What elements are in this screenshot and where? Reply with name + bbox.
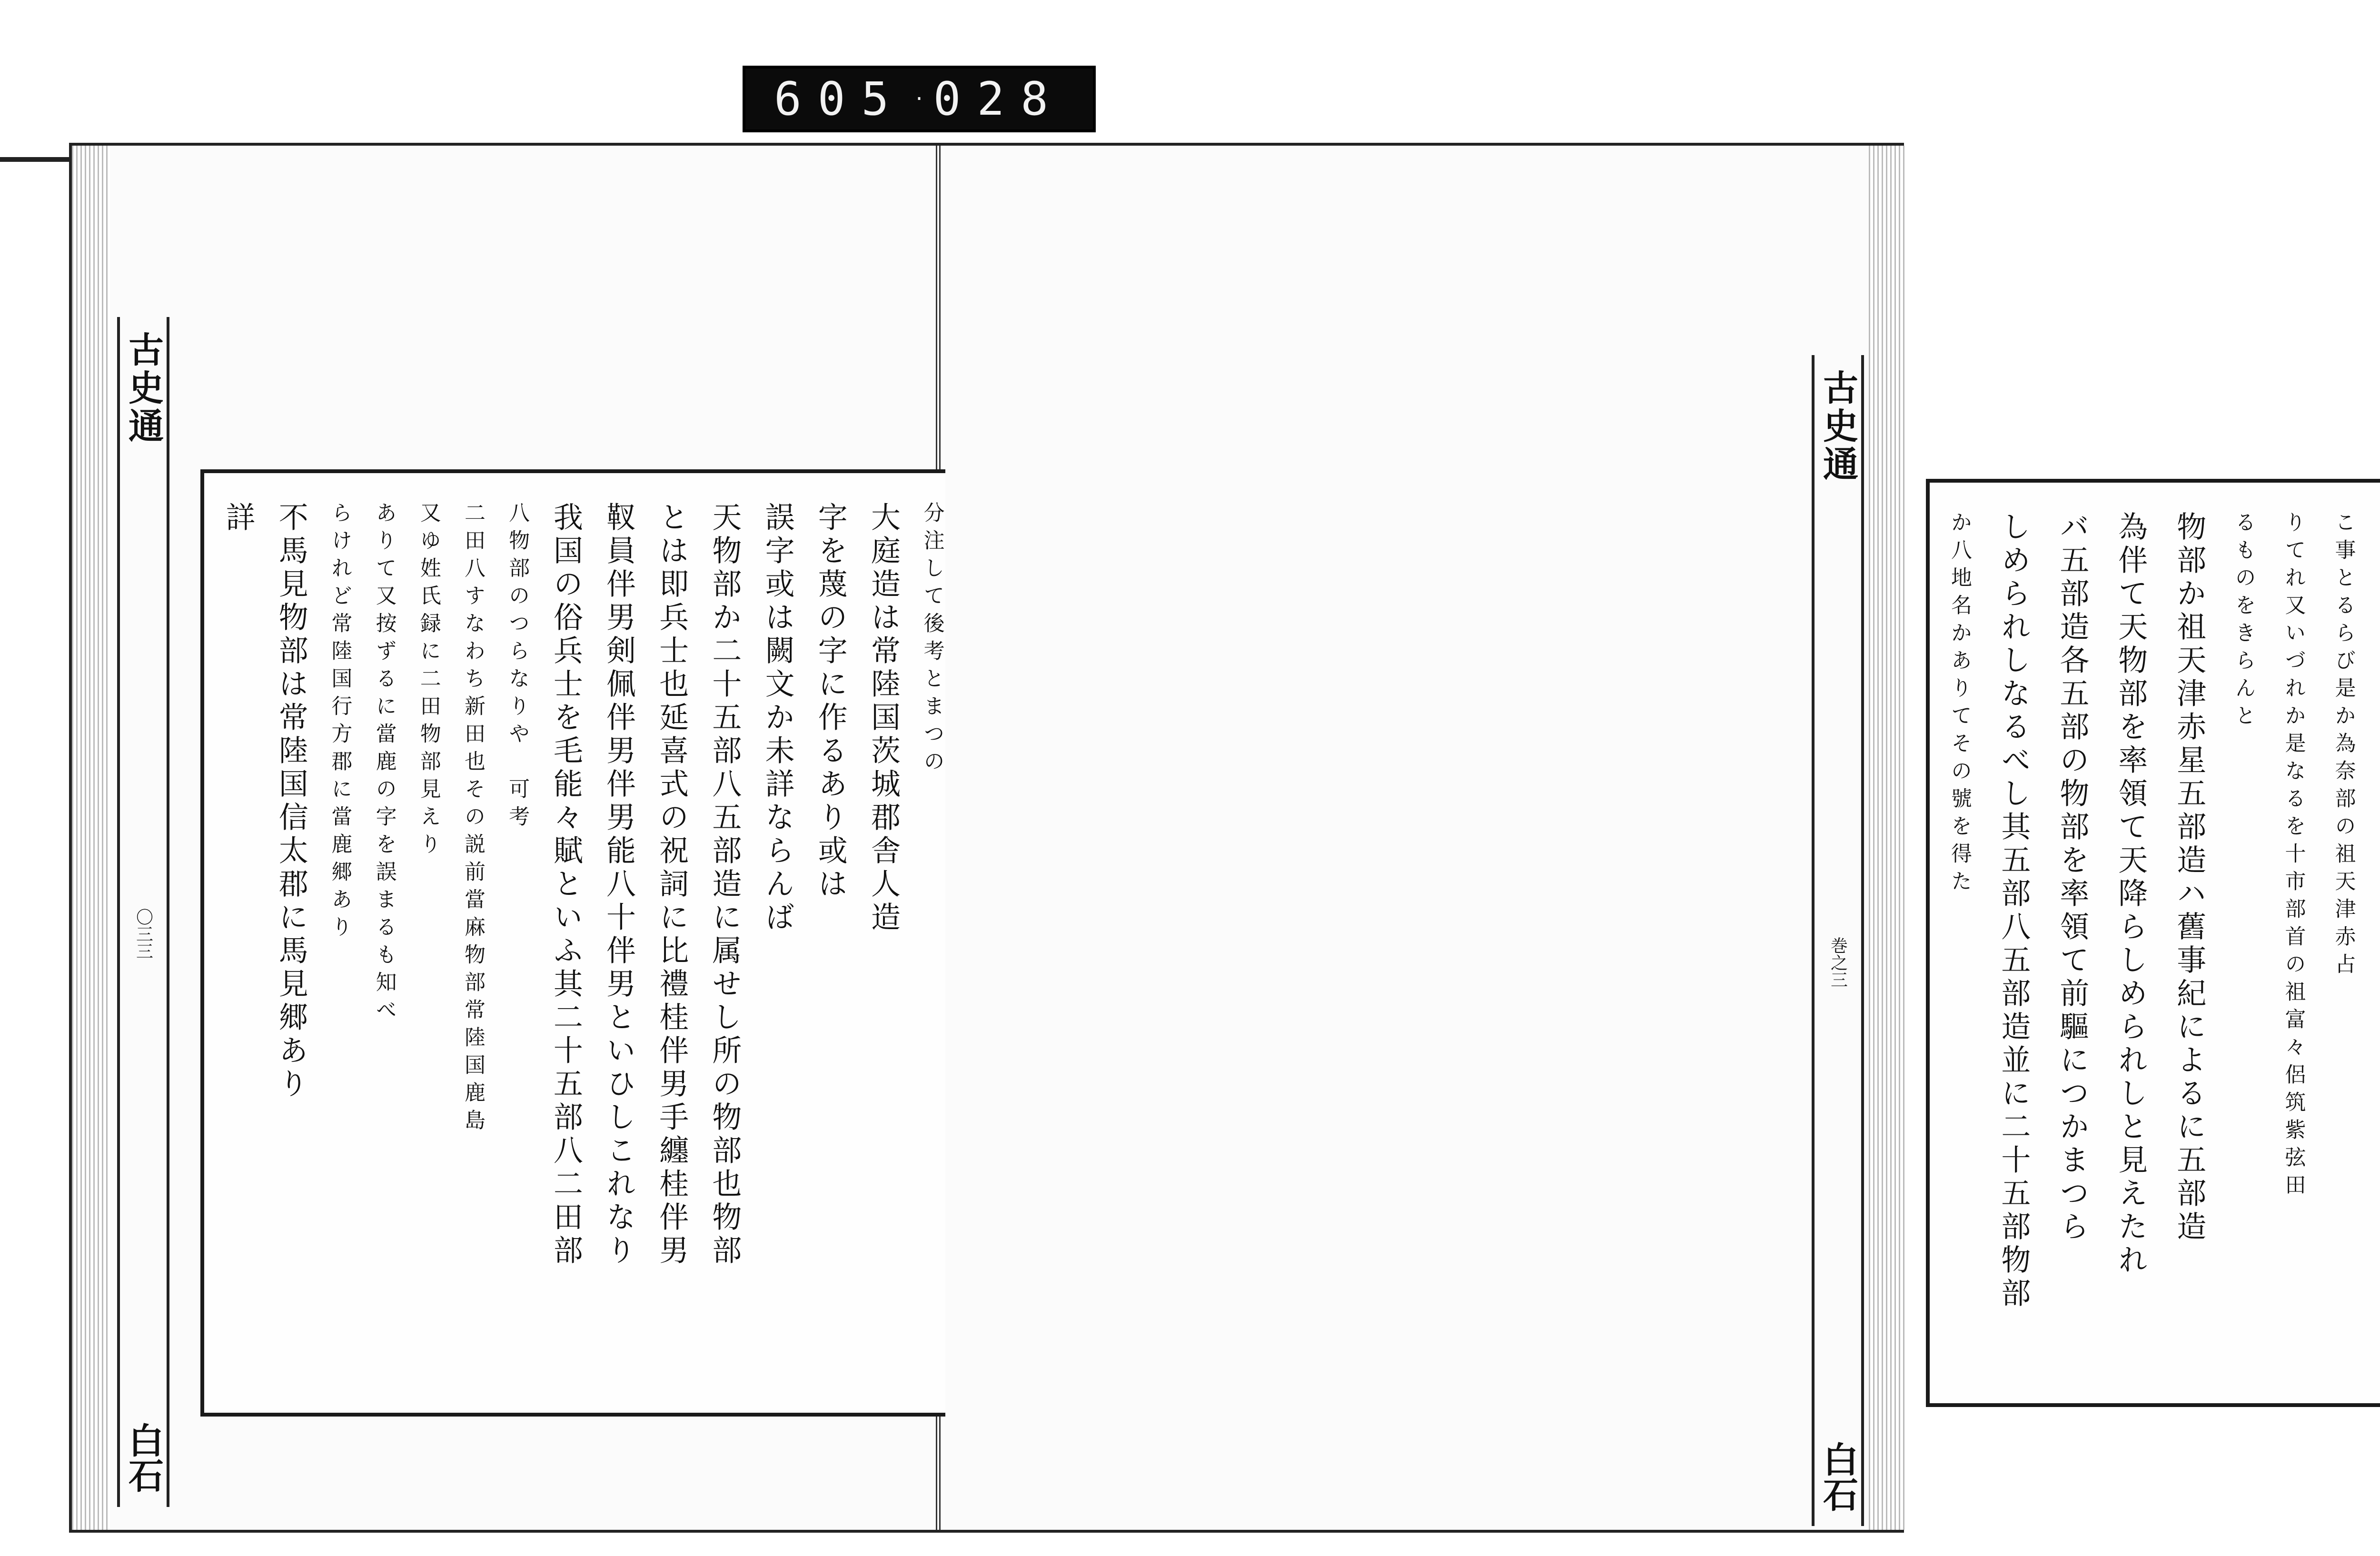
text-column: 我国の俗兵士を毛能々賦といふ其二十五部八二田部 — [548, 502, 584, 1268]
text-column: 又ゆ姓氏録に二田物部見えり — [416, 502, 441, 861]
text-column: 詳 — [221, 502, 256, 535]
text-column: しめられしなるべし其五部八五部造並に二十五部物部 — [1996, 511, 2031, 1311]
right-margin-strip — [1812, 355, 1864, 1526]
open-book — [69, 143, 2356, 1533]
film-frame-label — [743, 66, 1096, 132]
text-column: バ五部造各五部の物部を率領て前驅につかまつら — [2054, 511, 2090, 1244]
text-column: 天物部か二十五部八五部造に属せし所の物部也物部 — [707, 502, 742, 1268]
right-margin-volume: 巻之三 — [1828, 937, 1848, 988]
text-column: 大庭造は常陸国茨城郡舎人造 — [866, 502, 901, 935]
page-edge-right — [1869, 146, 1907, 1530]
left-margin-folio: 〇三三 — [133, 908, 153, 960]
text-column: 二田八すなわち新田也その説前當麻物部常陸国鹿島 — [460, 502, 485, 1137]
text-column: 字を蔑の字に作るあり或は — [813, 502, 848, 902]
text-column: ありて又按ずるに當鹿の字を誤まるも知べ — [372, 502, 397, 1026]
text-column: こ事とるらび是か為奈部の祖天津赤占 — [2331, 511, 2356, 981]
text-column: りてれ又いづれか是なるを十市部首の祖富々侶筑紫弦田 — [2281, 511, 2306, 1201]
right-text-block — [1926, 479, 2380, 1407]
text-column: 八物部のつらなりや 可考 — [505, 502, 530, 833]
text-column: 為伴て天物部を率領て天降らしめられしと見えたれ — [2113, 511, 2148, 1278]
text-column: か八地名かありてその號を得た — [1947, 511, 1972, 898]
text-column: 不馬見物部は常陸国信太郡に馬見郷あり — [274, 502, 309, 1101]
left-margin-title: 古史通 — [123, 331, 164, 446]
left-margin-strip — [117, 317, 169, 1507]
right-margin-title: 古史通 — [1817, 369, 1858, 484]
text-column: らけれど常陸国行方郡に當鹿郷あり — [327, 502, 352, 943]
text-column: 物部か祖天津赤星五部造ハ舊事紀によるに五部造 — [2172, 511, 2207, 1244]
left-text-block — [200, 469, 1010, 1417]
text-column: 靫員伴男剣佩伴男伴男能八十伴男といひしこれなり — [601, 502, 636, 1268]
page-edge-left — [72, 146, 110, 1530]
left-margin-publisher: 白石 — [123, 1422, 164, 1493]
right-page — [945, 146, 2356, 1530]
frame-number-left: 605 — [774, 72, 905, 126]
right-margin-publisher: 白石 — [1817, 1441, 1858, 1512]
frame-separator: · — [913, 88, 925, 110]
text-column: 分注して後考とまつの — [920, 502, 944, 778]
text-column: 誤字或は闕文か未詳ならんば — [760, 502, 795, 935]
text-column: とは即兵士也延喜式の祝詞に比禮桂伴男手纏桂伴男 — [654, 502, 689, 1268]
left-page — [72, 146, 944, 1530]
text-column: るものをきらんと — [2231, 511, 2256, 732]
frame-number-right: 028 — [933, 72, 1064, 126]
